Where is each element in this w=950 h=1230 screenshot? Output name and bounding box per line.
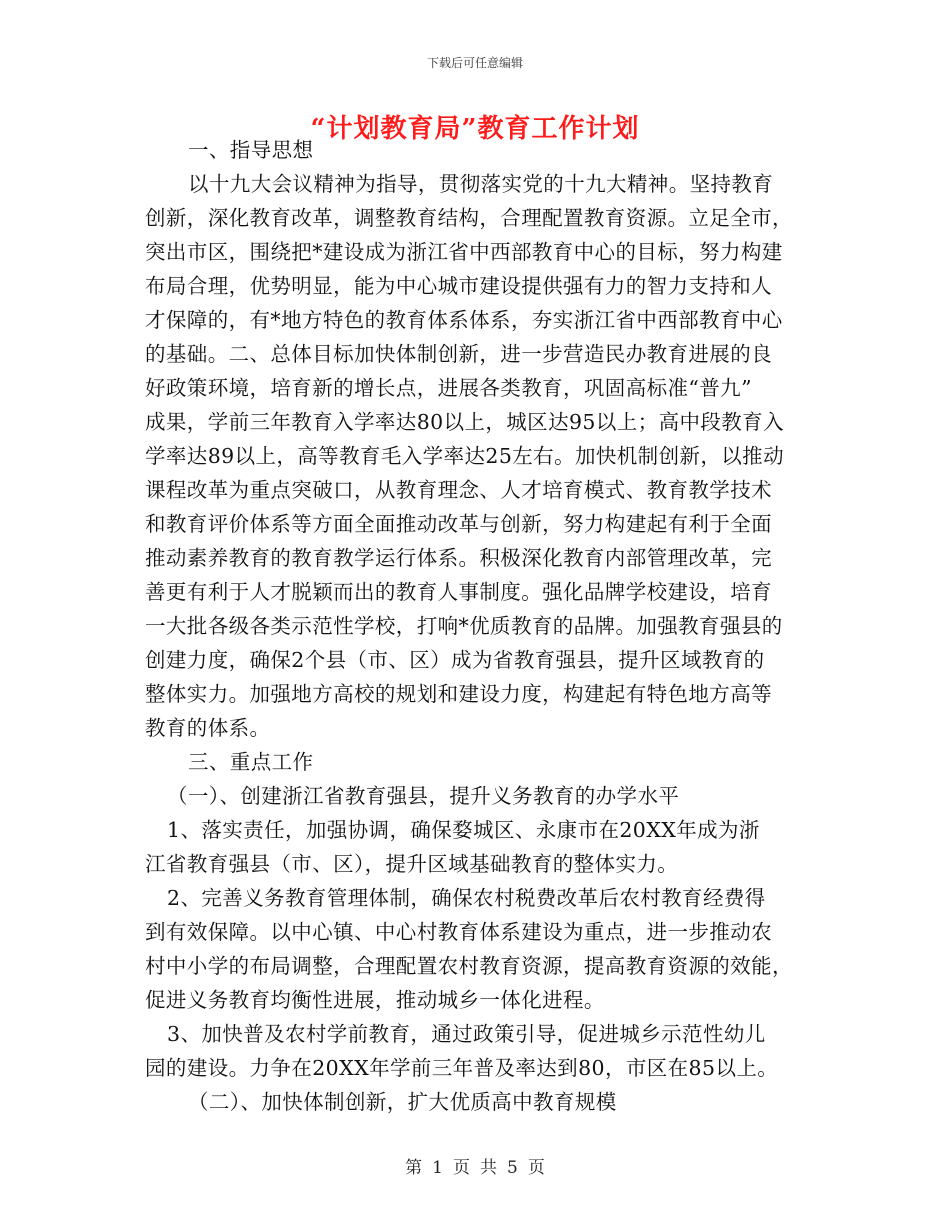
page-label-suffix: 页	[527, 1158, 545, 1178]
page-total-prefix: 共	[480, 1158, 497, 1178]
paragraph-line: 2、完善义务教育管理体制，确保农村税费改革后农村教育经费得	[167, 886, 766, 910]
section-heading-guiding-thought: 一、指导思想	[188, 138, 314, 162]
paragraph-line: 一大批各级各类示范性学校，打响*优质教育的品牌。加强教育强县的	[145, 614, 783, 638]
paragraph-line: 园的建设。力争在20XX年学前三年普及率达到80，市区在85以上。	[145, 1056, 779, 1080]
paragraph-line: 学率达89以上，高等教育毛入学率达25左右。加快机制创新，以推动	[145, 444, 784, 468]
paragraph-line: 的基础。二、总体目标加快体制创新，进一步营造民办教育进展的良	[145, 342, 772, 366]
paragraph-line: 突出市区，围绕把*建设成为浙江省中西部教育中心的目标，努力构建	[145, 240, 783, 264]
section-heading-key-work: 三、重点工作	[188, 750, 314, 774]
paragraph-line: 1、落实责任，加强协调，确保婺城区、永康市在20XX年成为浙	[167, 818, 760, 842]
paragraph-line: 布局合理，优势明显，能为中心城市建设提供强有力的智力支持和人	[145, 274, 772, 298]
paragraph-line: 创建力度，确保2个县（市、区）成为省教育强县，提升区域教育的	[145, 648, 765, 672]
page-label-mid: 页	[453, 1158, 470, 1178]
page-current: 1	[432, 1158, 443, 1178]
subsection-heading-2: （二）、加快体制创新，扩大优质高中教育规模	[188, 1090, 617, 1114]
paragraph-line: 到有效保障。以中心镇、中心村教育体系建设为重点，进一步推动农	[145, 920, 772, 944]
paragraph-line: 促进义务教育均衡性进展，推动城乡一体化进程。	[145, 988, 605, 1012]
paragraph-line: 村中小学的布局调整，合理配置农村教育资源，提高教育资源的效能，	[145, 954, 793, 978]
page-label-prefix: 第	[405, 1158, 423, 1178]
paragraph-line: 课程改革为重点突破口，从教育理念、人才培育模式、教育教学技术	[145, 478, 772, 502]
paragraph-line: 教育的体系。	[145, 716, 271, 740]
header-note: 下载后可任意编辑	[426, 56, 523, 70]
paragraph-line: 整体实力。加强地方高校的规划和建设力度，构建起有特色地方高等	[145, 682, 772, 706]
paragraph-line: 善更有利于人才脱颖而出的教育人事制度。强化品牌学校建设，培育	[145, 580, 772, 604]
paragraph-line: 创新，深化教育改革，调整教育结构，合理配置教育资源。立足全市，	[145, 206, 793, 230]
paragraph-line: 推动素养教育的教育教学运行体系。积极深化教育内部管理改革，完	[145, 546, 772, 570]
paragraph-line: 和教育评价体系等方面全面推动改革与创新，努力构建起有利于全面	[145, 512, 772, 536]
paragraph-line: 才保障的，有*地方特色的教育体系体系，夯实浙江省中西部教育中心	[145, 308, 783, 332]
paragraph-line: 3、加快普及农村学前教育，通过政策引导，促进城乡示范性幼儿	[167, 1022, 766, 1046]
paragraph-line: 成果，学前三年教育入学率达80以上，城区达95以上；高中段教育入	[145, 410, 784, 434]
document-body	[145, 133, 810, 1119]
document-title: “计划教育局”教育工作计划	[310, 114, 640, 144]
paragraph-line: 好政策环境，培育新的增长点，进展各类教育，巩固高标准“普九”	[145, 376, 752, 400]
paragraph-line: 以十九大会议精神为指导，贯彻落实党的十九大精神。坚持教育	[188, 172, 774, 196]
paragraph-line: 江省教育强县（市、区），提升区域基础教育的整体实力。	[145, 852, 679, 876]
page-footer	[0, 1153, 950, 1178]
subsection-heading-1: （一）、创建浙江省教育强县，提升义务教育的办学水平	[167, 784, 680, 808]
page-total: 5	[507, 1158, 518, 1178]
